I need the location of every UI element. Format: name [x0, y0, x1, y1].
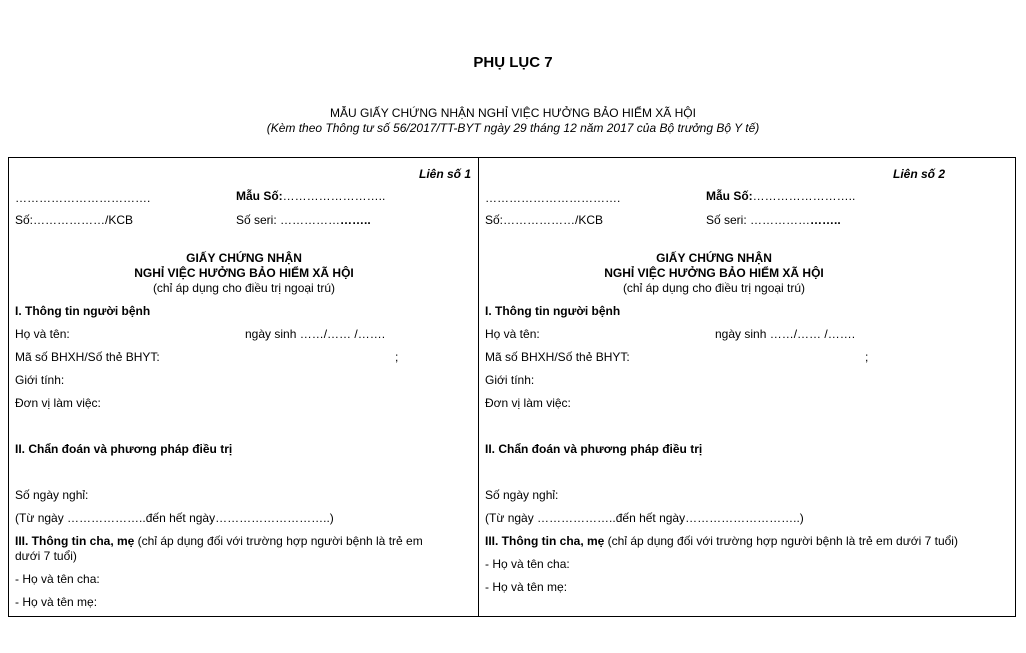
form-number-label: Mẫu Số:	[236, 189, 283, 203]
form-number	[236, 189, 385, 203]
section-parents-note-cont: dưới 7 tuổi)	[15, 549, 77, 563]
appendix-title: PHỤ LỤC 7	[473, 54, 553, 71]
patient-name-label: Họ và tên:	[15, 327, 70, 341]
copy-1-panel	[9, 157, 479, 617]
section-parents-title: III. Thông tin cha, mẹ	[485, 534, 605, 548]
serial-number	[236, 213, 371, 227]
serial-dots: ……..	[810, 213, 841, 227]
certificate-title: GIẤY CHỨNG NHẬN	[656, 251, 772, 265]
patient-name-label: Họ và tên:	[485, 327, 540, 341]
father-name-label: - Họ và tên cha:	[15, 572, 100, 586]
certificate-subtitle: NGHỈ VIỆC HƯỞNG BẢO HIỂM XÃ HỘI	[134, 266, 354, 280]
serial-number	[706, 213, 841, 227]
section-parents	[15, 534, 423, 548]
form-title: MẪU GIẤY CHỨNG NHẬN NGHỈ VIỆC HƯỞNG BẢO HIỂM XÃ HỘI	[330, 106, 696, 120]
section-patient-info: I. Thông tin người bệnh	[485, 304, 621, 318]
section-parents-title: III. Thông tin cha, mẹ	[15, 534, 135, 548]
section-parents-note: (chỉ áp dụng đối với trường hợp người bệnh là trẻ em	[134, 534, 423, 548]
gender-label: Giới tính:	[15, 373, 65, 387]
insurance-separator: ;	[395, 350, 399, 364]
copy-label: Liên số 1	[418, 167, 471, 181]
section-patient-info: I. Thông tin người bệnh	[15, 304, 151, 318]
father-name-label: - Họ và tên cha:	[485, 557, 570, 571]
workplace-label: Đơn vị làm việc:	[15, 396, 101, 410]
leave-period: (Từ ngày ………………..đến hết ngày………………………..)	[485, 511, 804, 525]
section-parents-note: (chỉ áp dụng đối với trường hợp người bệnh là trẻ em dưới 7 tuổi)	[604, 534, 958, 548]
copy-label: Liên số 2	[892, 167, 945, 181]
insurance-number-label: Mã số BHXH/Số thẻ BHYT:	[15, 350, 160, 364]
certificate-title: GIẤY CHỨNG NHẬN	[186, 251, 302, 265]
section-diagnosis: II. Chẩn đoán và phương pháp điều trị	[485, 442, 703, 456]
issuer-dots: …………………………….	[485, 191, 621, 205]
gender-label: Giới tính:	[485, 373, 535, 387]
form-note: (Kèm theo Thông tư số 56/2017/TT-BYT ngày 29 tháng 12 năm 2017 của Bộ trưởng Bộ Y tế)	[266, 121, 760, 135]
date-of-birth-label: ngày sinh ……/…… /…….	[245, 327, 386, 341]
record-number: Số:………………/KCB	[15, 213, 134, 227]
serial-label: Số seri: ……………	[706, 213, 811, 227]
form-number	[706, 189, 855, 203]
workplace-label: Đơn vị làm việc:	[485, 396, 571, 410]
form-number-dots: ……………………..	[282, 189, 386, 203]
record-number: Số:………………/KCB	[485, 213, 604, 227]
certificate-subtitle: NGHỈ VIỆC HƯỞNG BẢO HIỂM XÃ HỘI	[604, 266, 824, 280]
section-parents	[485, 534, 958, 548]
mother-name-label: - Họ và tên mẹ:	[485, 580, 568, 594]
form-number-dots: ……………………..	[752, 189, 856, 203]
copy-2-panel	[479, 157, 958, 617]
section-diagnosis: II. Chẩn đoán và phương pháp điều trị	[15, 442, 233, 456]
issuer-dots: …………………………….	[15, 191, 151, 205]
serial-dots: ……..	[340, 213, 371, 227]
serial-label: Số seri: ……………	[236, 213, 341, 227]
mother-name-label: - Họ và tên mẹ:	[15, 595, 98, 609]
form-number-label: Mẫu Số:	[706, 189, 753, 203]
insurance-separator: ;	[865, 350, 869, 364]
date-of-birth-label: ngày sinh ……/…… /…….	[715, 327, 856, 341]
insurance-number-label: Mã số BHXH/Số thẻ BHYT:	[485, 350, 630, 364]
certificate-note: (chỉ áp dụng cho điều trị ngoại trú)	[622, 281, 806, 295]
days-off-label: Số ngày nghỉ:	[15, 488, 89, 502]
days-off-label: Số ngày nghỉ:	[485, 488, 559, 502]
certificate-note: (chỉ áp dụng cho điều trị ngoại trú)	[152, 281, 336, 295]
leave-period: (Từ ngày ………………..đến hết ngày………………………..)	[15, 511, 334, 525]
